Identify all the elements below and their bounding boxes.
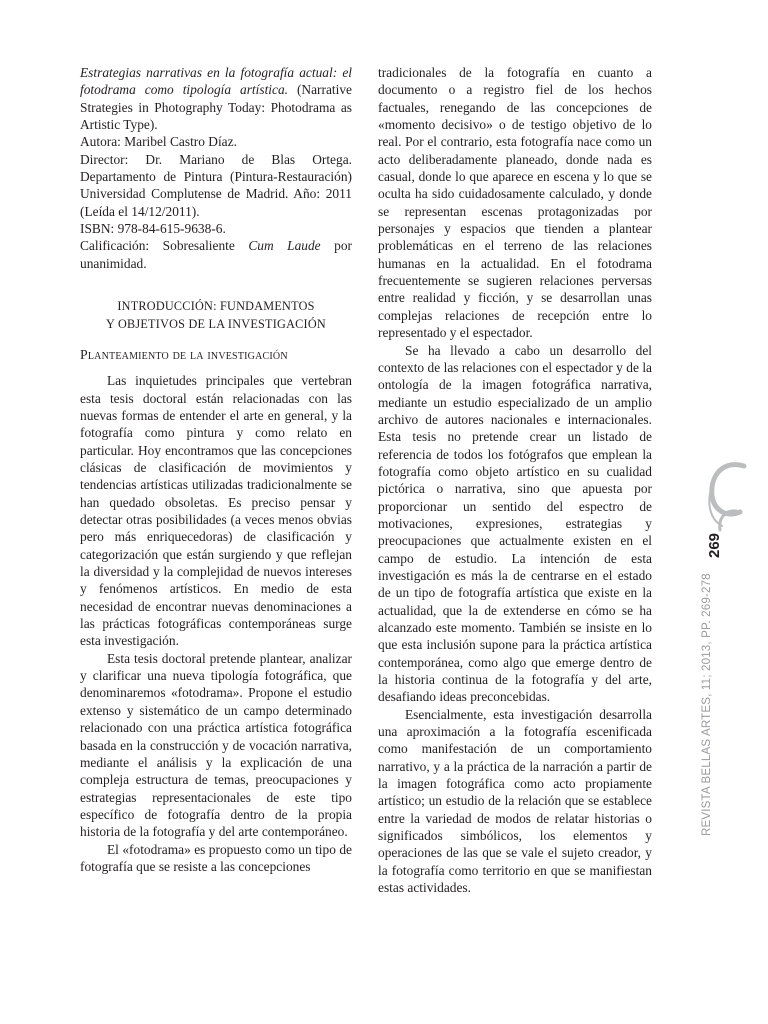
thesis-citation: [80, 64, 352, 272]
thesis-author: Autora: Maribel Castro Díaz.: [80, 134, 237, 150]
body-paragraph: Las inquietudes principales que vertebran esta tesis doctoral están relacionadas con las nuevas formas de entender el arte en general, y la fotografía como pintura y como relato en particular. Hoy encontramos que las concepciones clásicas de clasificación de movimientos y tendencias artísticas utilizadas tradicionalmente se han quedado obsoletas. Es preciso pensar y detectar otras posibilidades (a veces menos obvias pero más enriquecedoras) de clasificación y categorización que están surgiendo y que reflejan la diversidad y la complejidad de nuevos intereses y fenómenos artísticos. En medio de esta necesidad de encontrar nuevas denominaciones a las prácticas fotográficas contemporáneas surge esta investigación.: [80, 373, 352, 649]
right-column: [378, 64, 652, 897]
section-heading-line2: Y OBJETIVOS DE LA INVESTIGACIÓN: [106, 316, 326, 331]
body-paragraph: El «fotodrama» es propuesto como un tipo de fotografía que se resiste a las concepciones: [80, 841, 352, 874]
section-heading: [80, 298, 352, 333]
body-paragraph: Se ha llevado a cabo un desarrollo del contexto de las relaciones con el espectador y de la ontología de la imagen fotográfica narrativa, mediante un estudio especializado de un amplio archivo de autores nacionales e internacionales. Esta tesis no pretende crear un listado de referencia de todos los fotógrafos que emplean la fotografía como objeto artístico en su cualidad pictórica o narrativa, sino que apuesta por proporcionar un sentido del espectro de motivaciones, expresiones, estrategias y preocupaciones que actualmente existen en el campo de estudio. La intención de esta investigación es más la de centrarse en el estado de un tipo de fotografía artística que existe en la actualidad, que la de extenderse en cómo se ha alcanzado este momento. También se insiste en lo que esta inclusión supone para la práctica artística contemporánea, como algo que emerge dentro de la historia continua de la fotografía y del arte, desafiando ideas preconcebidas.: [378, 342, 652, 705]
body-paragraph: tradicionales de la fotografía en cuanto a documento o a registro fiel de los hechos factuales, renegando de las concepciones de «momento decisivo» o de testigo objetivo de lo real. Por el contrario, esta fotografía nace como un acto deliberadamente planeado, donde nada es casual, donde lo que aparece en escena y lo que se oculta ha sido cuidadosamente calculado, y donde se representan escenas protagonizadas por personajes y espacios que tienden a plantear problemáticas en el terreno de las relaciones humanas en la actualidad. En el fotodrama frecuentemente se sugieren relaciones perversas entre realidad y ficción, y se desarrollan unas complejas relaciones de recepción entre lo representado y el espectador.: [378, 65, 652, 341]
thesis-grade: [80, 237, 352, 272]
thesis-director: Director: Dr. Mariano de Blas Ortega. Departamento de Pintura (Pintura-Restauración) Universidad Complutense de Madrid. Año: 2011 (Leída el 14/12/2011).: [80, 151, 352, 219]
grade-prefix: Calificación: Sobresaliente: [80, 238, 249, 254]
left-column: [80, 64, 352, 875]
grade-italic: Cum Laude: [248, 238, 321, 254]
body-paragraph: Esta tesis doctoral pretende plantear, analizar y clarificar una nueva tipología fotográfica, que denominaremos «fotodrama». Propone el estudio extenso y sistemático de un campo determinado relacionado con una práctica artística fotográfica basada en la construcción y de vocación narrativa, mediante el análisis y la explicación de una compleja estructura de temas, preocupaciones y estrategias representacionales de este tipo específico de fotografía dentro de la propia historia de la fotografía y del arte contemporáneo.: [80, 650, 352, 840]
grade-suffix: por unanimidad.: [80, 238, 352, 271]
thesis-title-en: (Narrative Strategies in Photography Today: Photodrama as Artistic Type).: [80, 82, 352, 133]
section-heading-line1: INTRODUCCIÓN: FUNDAMENTOS: [117, 299, 315, 314]
body-paragraph: Esencialmente, esta investigación desarrolla una aproximación a la fotografía escenificada como manifestación de un comportamiento narrativo, y a la práctica de la narración a partir de la imagen fotográfica como acto propiamente artístico; un estudio de la relación que se establece entre la variedad de modos de relatar historias o significados simbólicos, los elementos y operaciones de las que se vale el sujeto creador, y la fotografía como territorio en que se manifiestan estas actividades.: [378, 706, 652, 896]
page-number: 269: [706, 532, 723, 558]
running-footer: REVISTA BELLAS ARTES, 11; 2013, PP. 269-278: [700, 573, 713, 836]
thesis-title-es: Estrategias narrativas en la fotografía actual: el fotodrama como tipología artística.: [80, 65, 352, 98]
thesis-isbn: ISBN: 978-84-615-9638-6.: [80, 221, 226, 237]
subsection-heading: Planteamiento de la investigación: [80, 346, 288, 362]
